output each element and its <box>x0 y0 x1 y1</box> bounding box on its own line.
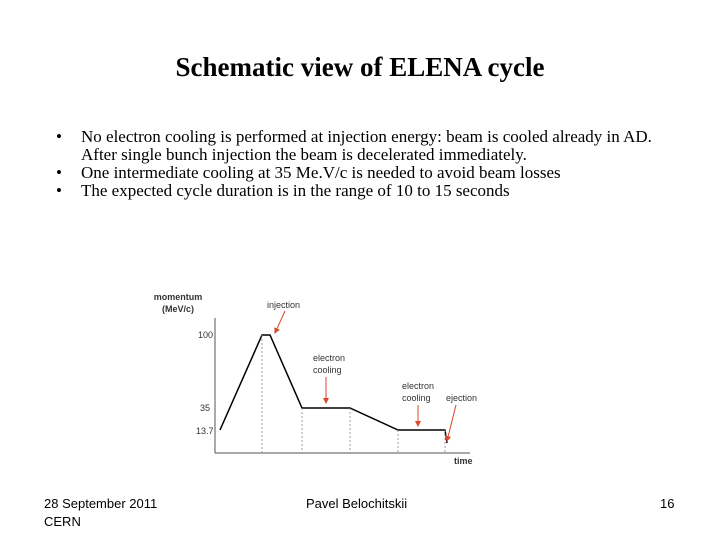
y-tick-label: 100 <box>198 330 214 340</box>
bullet-list <box>56 128 656 200</box>
electron-cooling-label: electron <box>313 353 346 363</box>
cycle-svg <box>150 283 490 473</box>
y-axis-unit: (MeV/c) <box>161 304 195 314</box>
bullet-item: • The expected cycle duration is in the range of 10 to 15 seconds <box>56 182 656 200</box>
footer-date: 28 September 2011 <box>44 496 158 511</box>
electron-cooling-label: electron <box>402 381 435 391</box>
y-tick-label: 35 <box>200 403 211 413</box>
bullet-item: • No electron cooling is performed at injection energy: beam is cooled already in AD. After single bunch injection the beam is decelerated immediately. <box>56 128 656 164</box>
x-axis-label: time <box>454 456 473 466</box>
injection-label: injection <box>267 300 301 310</box>
electron-cooling-label: cooling <box>402 393 431 403</box>
y-axis-label: momentum <box>153 292 203 302</box>
footer-author: Pavel Belochitskii <box>306 496 408 511</box>
page-number: 16 <box>660 496 675 511</box>
elena-cycle-diagram <box>150 283 490 473</box>
footer-date-org <box>44 495 157 531</box>
ejection-arrow-icon <box>447 405 456 441</box>
injection-arrow-icon <box>275 311 285 333</box>
y-tick-label: 13.7 <box>196 426 214 436</box>
electron-cooling-label: cooling <box>313 365 342 375</box>
footer-org: CERN <box>44 514 81 529</box>
slide-title: Schematic view of ELENA cycle <box>175 52 545 82</box>
bullet-item: • One intermediate cooling at 35 Me.V/c is needed to avoid beam losses <box>56 164 656 182</box>
ejection-label: ejection <box>446 393 478 403</box>
